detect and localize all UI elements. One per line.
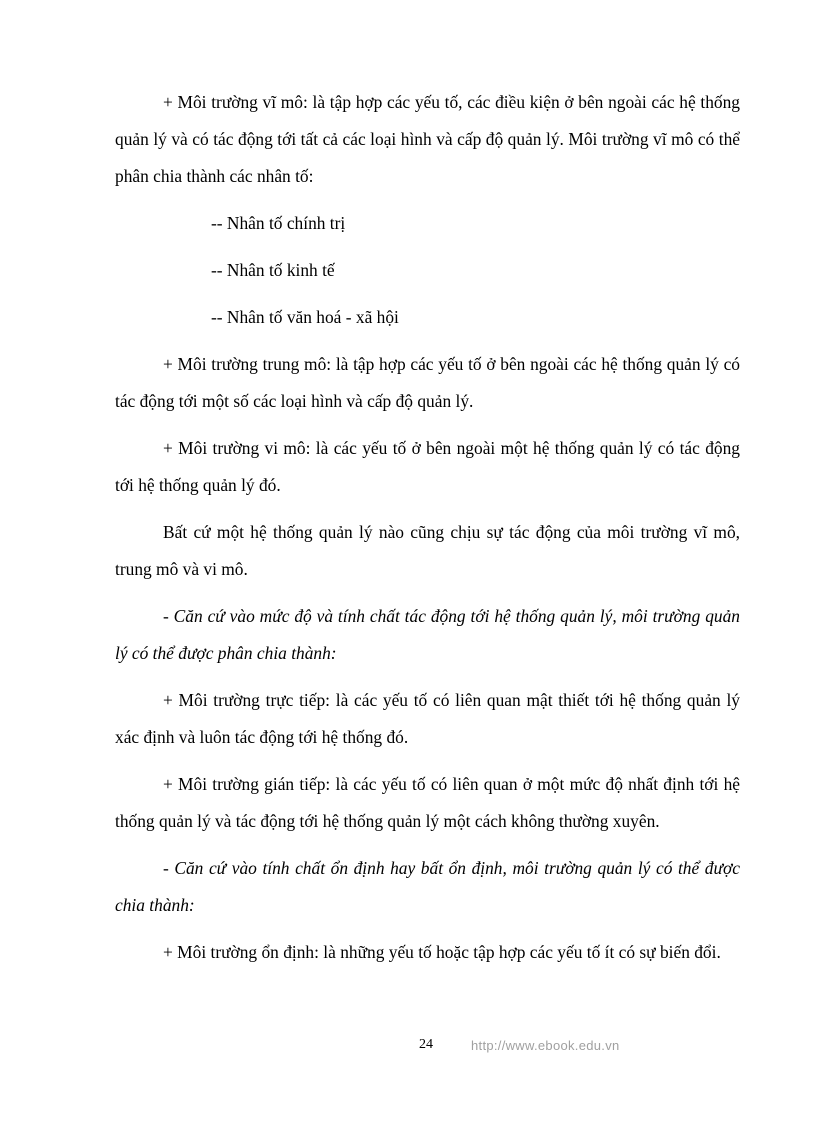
- paragraph-macro-environment: + Môi trường vĩ mô: là tập hợp các yếu tố, các điều kiện ở bên ngoài các hệ thống quản lý và có tác động tới tất cả các loại hình và cấp độ quản lý. Môi trường vĩ mô có thể phân chia thành các nhân tố:: [115, 92, 740, 186]
- list-item-cultural-social-factor: -- Nhân tố văn hoá - xã hội: [211, 307, 399, 327]
- paragraph-classification-by-stability: - Căn cứ vào tính chất ổn định hay bất ổn định, môi trường quản lý có thể được chia thành:: [115, 858, 740, 915]
- paragraph-classification-by-impact: - Căn cứ vào mức độ và tính chất tác động tới hệ thống quản lý, môi trường quản lý có thể được phân chia thành:: [115, 606, 740, 663]
- paragraph-micro-environment: + Môi trường vi mô: là các yếu tố ở bên ngoài một hệ thống quản lý có tác động tới hệ thống quản lý đó.: [115, 438, 740, 495]
- paragraph-indirect-environment: + Môi trường gián tiếp: là các yếu tố có liên quan ở một mức độ nhất định tới hệ thống quản lý và tác động tới hệ thống quản lý một cách không thường xuyên.: [115, 774, 740, 831]
- document-body: [115, 84, 740, 977]
- paragraph-summary: Bất cứ một hệ thống quản lý nào cũng chịu sự tác động của môi trường vĩ mô, trung mô và vi mô.: [115, 522, 740, 579]
- page-footer: [0, 1037, 816, 1057]
- page-number: 24: [419, 1037, 433, 1052]
- paragraph-direct-environment: + Môi trường trực tiếp: là các yếu tố có liên quan mật thiết tới hệ thống quản lý xác định và luôn tác động tới hệ thống đó.: [115, 690, 740, 747]
- paragraph-stable-environment: + Môi trường ổn định: là những yếu tố hoặc tập hợp các yếu tố ít có sự biến đổi.: [163, 942, 721, 962]
- footer-url-link[interactable]: http://www.ebook.edu.vn: [471, 1038, 620, 1053]
- list-item-economic-factor: -- Nhân tố kinh tế: [211, 260, 335, 280]
- list-item-political-factor: -- Nhân tố chính trị: [211, 213, 346, 233]
- paragraph-meso-environment: + Môi trường trung mô: là tập hợp các yếu tố ở bên ngoài các hệ thống quản lý có tác động tới một số các loại hình và cấp độ quản lý.: [115, 354, 740, 411]
